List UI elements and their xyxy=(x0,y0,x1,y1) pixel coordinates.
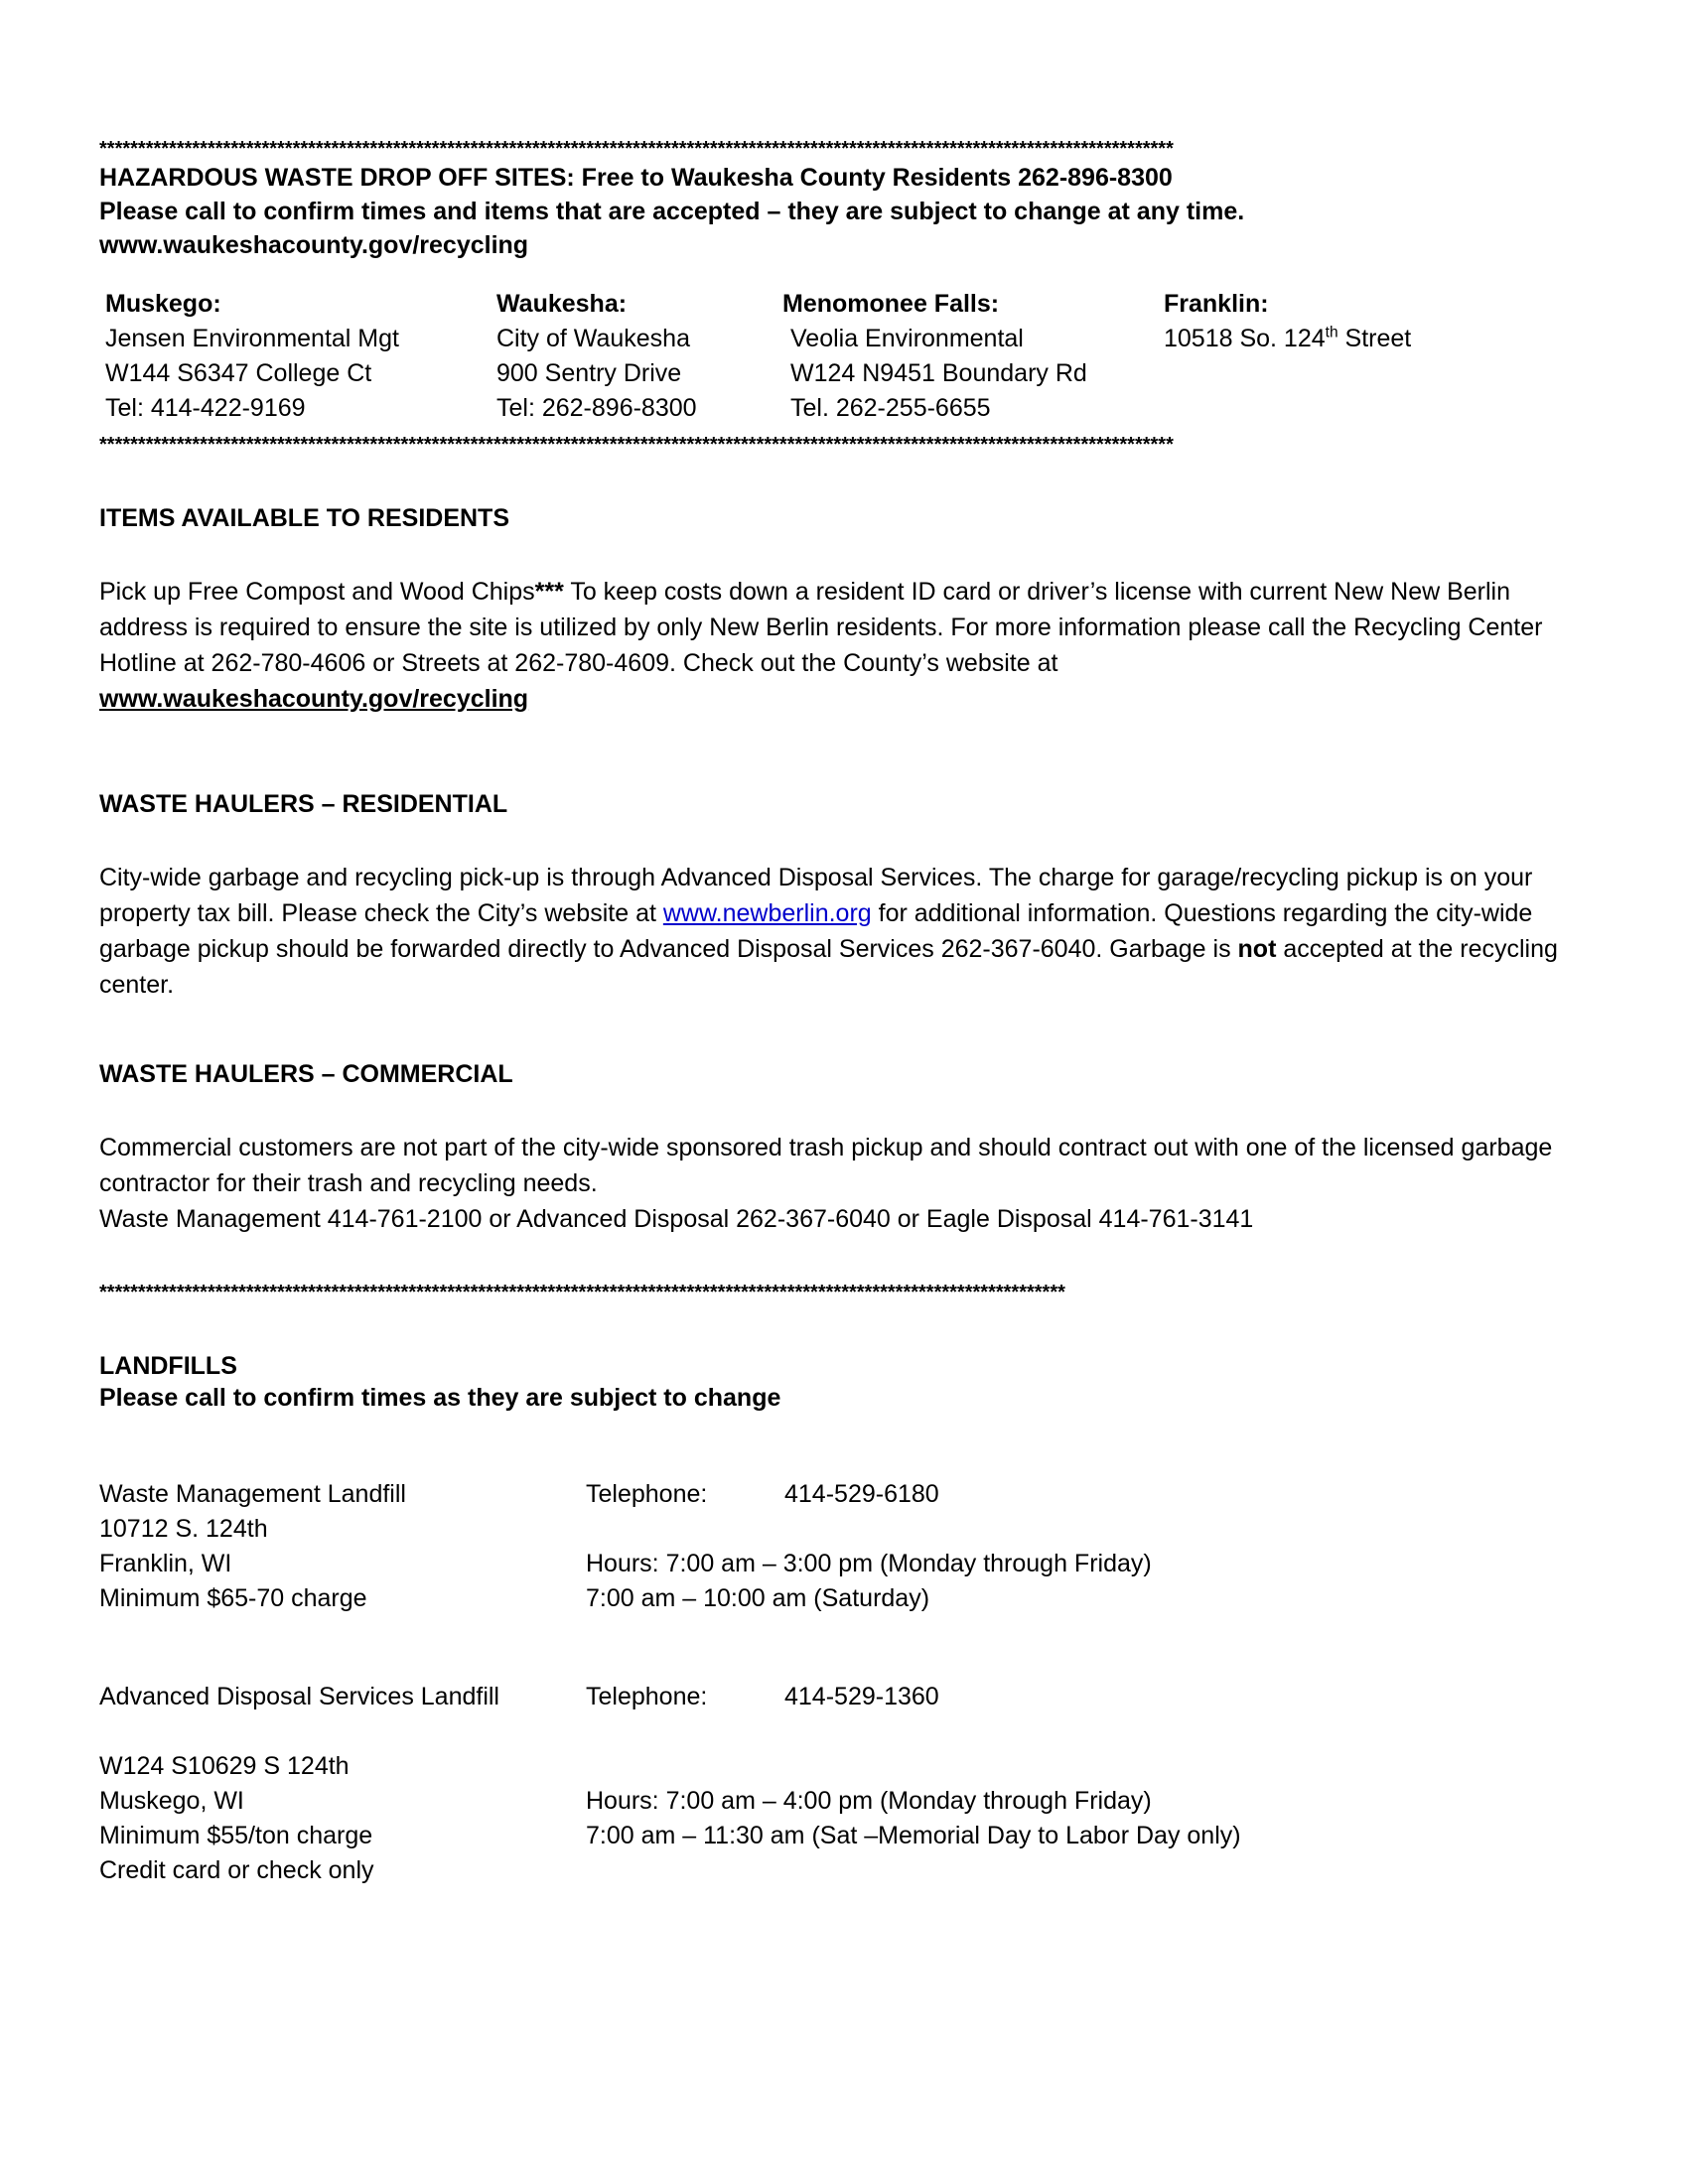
landfill-payment-note: Credit card or check only xyxy=(99,1856,374,1884)
haulers-commercial-phones: Waste Management 414-761-2100 or Advanced Disposal 262-367-6040 or Eagle Disposal 414-761-3141 xyxy=(99,1205,1254,1233)
landfill-phone-label: Telephone: xyxy=(586,1480,708,1508)
drop-off-site-waukesha xyxy=(496,286,697,426)
landfill-minimum-charge: Minimum $65-70 charge xyxy=(99,1584,367,1612)
landfill-entry-advanced-disposal xyxy=(99,1680,1569,1888)
drop-off-site-franklin xyxy=(1164,286,1411,356)
landfill-hours-weekday: Hours: 7:00 am – 3:00 pm (Monday through Friday) xyxy=(586,1550,1152,1577)
residential-para-part1: City-wide garbage and recycling pick-up is through Advanced Disposal Services. The charge for garage/recycling pickup is on your property tax bill. Please check the City’s website at xyxy=(99,864,1533,927)
landfill-entry-waste-management xyxy=(99,1477,1569,1616)
items-available-heading: ITEMS AVAILABLE TO RESIDENTS xyxy=(99,504,509,532)
items-para-part1: Pick up Free Compost and Wood Chips xyxy=(99,578,535,606)
landfill-row-spacer xyxy=(99,1714,1569,1749)
landfill-row-charge-hours xyxy=(99,1581,1569,1616)
landfill-row-name-phone xyxy=(99,1477,1569,1512)
separator-before-landfills: ***************************************************************************************************************************** xyxy=(99,1283,1065,1303)
landfills-subheading: Please call to confirm times as they are subject to change xyxy=(99,1384,781,1412)
site-org-name: City of Waukesha xyxy=(496,325,690,352)
ordinal-suffix: th xyxy=(1325,324,1338,341)
residential-para-part3: accepted at the recycling center. xyxy=(99,935,1558,999)
newberlin-org-link[interactable]: www.newberlin.org xyxy=(662,899,872,927)
landfill-row-payment xyxy=(99,1853,1569,1888)
landfill-name: Advanced Disposal Services Landfill xyxy=(99,1683,499,1710)
landfill-row-city-hours xyxy=(99,1784,1569,1819)
separator-after-sites: ******************************************************************************************************************************************* xyxy=(99,435,1174,456)
landfill-phone-label: Telephone: xyxy=(586,1683,708,1710)
separator-top: ******************************************************************************************************************************************* xyxy=(99,139,1174,160)
items-available-paragraph xyxy=(99,574,1569,717)
landfill-city-state: Franklin, WI xyxy=(99,1550,232,1577)
site-address: 900 Sentry Drive xyxy=(496,359,682,387)
items-para-part2: To keep costs down a resident ID card or driver’s license with current New New Berlin address is required to ensure the site is utilized by only New Berlin residents. For more information please call the Recycling Center Hotline at 262-780-4606 or Streets at 262-780-4609. Check out the County’s website at xyxy=(99,578,1543,677)
landfill-hours-saturday: 7:00 am – 11:30 am (Sat –Memorial Day to Labor Day only) xyxy=(586,1822,1241,1849)
site-phone: Tel: 414-422-9169 xyxy=(105,394,306,422)
asterisk-marker: *** xyxy=(534,578,564,606)
drop-off-sites-table xyxy=(99,286,1569,435)
drop-off-site-muskego xyxy=(105,286,399,426)
landfill-city-state: Muskego, WI xyxy=(99,1787,244,1815)
landfill-hours-saturday: 7:00 am – 10:00 am (Saturday) xyxy=(586,1584,930,1612)
site-org-name: Veolia Environmental xyxy=(790,325,1024,352)
landfill-row-name-phone xyxy=(99,1680,1569,1714)
emphasis-not: not xyxy=(1237,935,1277,963)
site-address: W124 N9451 Boundary Rd xyxy=(790,359,1087,387)
landfills-heading: LANDFILLS xyxy=(99,1352,237,1380)
site-city-label: Muskego: xyxy=(105,290,221,318)
landfill-phone-number: 414-529-1360 xyxy=(784,1683,939,1710)
drop-off-site-menomonee-falls xyxy=(782,286,1087,426)
landfill-minimum-charge: Minimum $55/ton charge xyxy=(99,1822,373,1849)
landfill-address: 10712 S. 124th xyxy=(99,1515,268,1543)
haulers-commercial-paragraph: Commercial customers are not part of the city-wide sponsored trash pickup and should contract out with one of the licensed garbage contractor for their trash and recycling needs. xyxy=(99,1134,1553,1197)
site-phone: Tel. 262-255-6655 xyxy=(790,394,991,422)
landfill-hours-weekday: Hours: 7:00 am – 4:00 pm (Monday through Friday) xyxy=(586,1787,1152,1815)
landfill-row-address xyxy=(99,1512,1569,1547)
site-phone: Tel: 262-896-8300 xyxy=(496,394,697,422)
site-address-post: Street xyxy=(1337,325,1412,352)
hazardous-waste-website: www.waukeshacounty.gov/recycling xyxy=(99,231,529,259)
site-address: W144 S6347 College Ct xyxy=(105,359,372,387)
hazardous-waste-title: HAZARDOUS WASTE DROP OFF SITES: Free to Waukesha County Residents 262-896-8300 xyxy=(99,164,1173,192)
site-city-label: Franklin: xyxy=(1164,290,1269,318)
site-address xyxy=(1164,322,1411,356)
hazardous-waste-subtitle: Please call to confirm times and items that are accepted – they are subject to change at any time. xyxy=(99,198,1245,225)
haulers-residential-paragraph xyxy=(99,860,1569,1003)
residential-para-part2: for additional information. Questions regarding the city-wide garbage pickup should be forwarded directly to Advanced Disposal Services 262-367-6040. Garbage is xyxy=(99,899,1533,963)
site-address-pre: 10518 So. 124 xyxy=(1164,325,1326,352)
landfill-row-address xyxy=(99,1749,1569,1784)
landfill-row-city-hours xyxy=(99,1547,1569,1581)
haulers-residential-heading: WASTE HAULERS – RESIDENTIAL xyxy=(99,790,508,818)
landfill-phone-number: 414-529-6180 xyxy=(784,1480,939,1508)
landfill-row-charge-hours xyxy=(99,1819,1569,1853)
site-city-label: Menomonee Falls: xyxy=(782,290,1000,318)
site-city-label: Waukesha: xyxy=(496,290,628,318)
waukesha-county-recycling-link[interactable]: www.waukeshacounty.gov/recycling xyxy=(99,685,529,713)
document-content xyxy=(99,139,1569,1888)
site-org-name: Jensen Environmental Mgt xyxy=(105,325,399,352)
landfill-name: Waste Management Landfill xyxy=(99,1480,406,1508)
landfill-address: W124 S10629 S 124th xyxy=(99,1752,350,1780)
haulers-commercial-heading: WASTE HAULERS – COMMERCIAL xyxy=(99,1060,513,1088)
